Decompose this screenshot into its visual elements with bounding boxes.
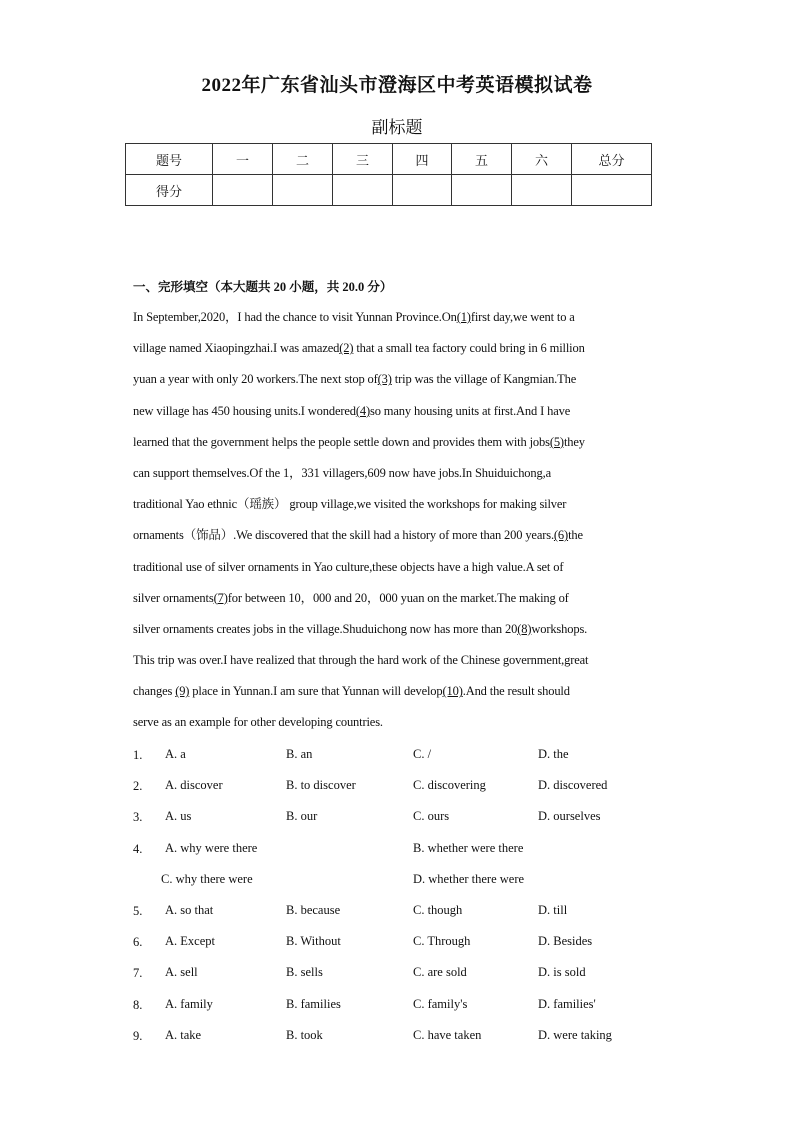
passage-line	[133, 676, 663, 707]
question-item	[133, 770, 663, 801]
passage-text: that a small tea factory could bring in 6 million	[353, 341, 585, 356]
question-number: 4.	[133, 841, 143, 856]
question-item	[133, 833, 663, 864]
passage-text: so many housing units at first.And I have	[370, 403, 571, 418]
question-list	[133, 739, 663, 1051]
score-table-score-row	[126, 175, 652, 206]
score-table-header-row	[126, 144, 652, 175]
option-b[interactable]: B. sells	[286, 965, 323, 980]
score-table	[125, 143, 652, 206]
question-number: 9.	[133, 1028, 143, 1043]
score-header-cell: 二	[273, 144, 333, 175]
score-cell[interactable]	[512, 175, 572, 206]
score-cell[interactable]	[393, 175, 452, 206]
option-c[interactable]: C. though	[413, 902, 463, 917]
option-a[interactable]: A. so that	[165, 902, 214, 917]
option-a[interactable]: A. us	[165, 809, 192, 824]
score-cell[interactable]	[572, 175, 652, 206]
option-c[interactable]: C. ours	[413, 809, 450, 824]
option-a[interactable]: A. take	[165, 1027, 202, 1042]
blank-marker[interactable]: (10)	[442, 684, 463, 699]
passage-text: village named Xiaopingzhai.I was amazed	[133, 341, 340, 356]
option-a[interactable]: A. a	[165, 747, 186, 761]
passage-text: learned that the government helps the people settle down and provides them with jobs	[133, 434, 550, 449]
passage-text: yuan a year with only 20 workers.The next stop of	[133, 372, 378, 387]
passage-text: for between 10，000 and 20，000 yuan on the market.The making of	[227, 590, 569, 605]
passage-line	[133, 333, 663, 364]
option-d[interactable]: D. the	[538, 747, 569, 761]
passage-text: silver ornaments creates jobs in the village.Shuduichong now has more than 20	[133, 621, 518, 636]
passage-line	[133, 489, 663, 520]
passage-text: changes	[133, 684, 176, 699]
passage-text: traditional use of silver ornaments in Yao culture,these objects have a high value.A set of	[133, 559, 564, 574]
option-d[interactable]: D. till	[538, 902, 568, 917]
option-c[interactable]: C. /	[413, 747, 432, 761]
blank-marker[interactable]: (4)	[355, 403, 371, 418]
passage-line	[133, 552, 663, 583]
passage-text: they	[563, 434, 585, 449]
option-b[interactable]: B. to discover	[286, 778, 356, 793]
score-header-cell: 总分	[572, 144, 652, 175]
option-b[interactable]: B. our	[286, 809, 318, 824]
passage-text: serve as an example for other developing countries.	[133, 715, 383, 730]
passage-text: traditional Yao ethnic（瑶族） group village,we visited the workshops for making silver	[133, 497, 567, 512]
blank-marker[interactable]: (7)	[213, 590, 228, 605]
question-number: 5.	[133, 903, 143, 918]
option-b[interactable]: B. Without	[286, 934, 341, 949]
question-item-continued	[133, 864, 663, 895]
score-header-cell: 五	[452, 144, 512, 175]
score-cell[interactable]	[213, 175, 273, 206]
option-d[interactable]: D. Besides	[538, 934, 593, 949]
passage-line	[133, 707, 663, 738]
passage-line	[133, 427, 663, 458]
blank-marker[interactable]: (2)	[339, 341, 354, 356]
option-c[interactable]: C. have taken	[413, 1027, 482, 1042]
passage-text: new village has 450 housing units.I wondered	[133, 403, 356, 418]
option-d[interactable]: D. families'	[538, 996, 596, 1011]
question-number: 6.	[133, 935, 143, 950]
option-a[interactable]: A. discover	[165, 778, 223, 793]
option-a[interactable]: A. why were there	[165, 840, 258, 855]
option-c[interactable]: C. discovering	[413, 778, 486, 793]
score-header-cell: 六	[512, 144, 572, 175]
score-row-label: 得分	[126, 175, 213, 206]
question-item	[133, 1020, 663, 1051]
option-d[interactable]: D. is sold	[538, 965, 586, 980]
question-item	[133, 926, 663, 957]
option-d[interactable]: D. were taking	[538, 1027, 612, 1042]
option-d[interactable]: D. discovered	[538, 778, 608, 793]
passage-line	[133, 302, 663, 333]
score-header-cell: 四	[393, 144, 452, 175]
option-b[interactable]: B. because	[286, 902, 341, 917]
option-b[interactable]: B. an	[286, 747, 313, 761]
blank-marker[interactable]: (9)	[175, 684, 190, 699]
option-a[interactable]: A. family	[165, 996, 213, 1011]
section-heading: 一、完形填空（本大题共 20 小题，共 20.0 分）	[133, 280, 393, 294]
option-a[interactable]: A. sell	[165, 965, 198, 980]
exam-title: 2022年广东省汕头市澄海区中考英语模拟试卷	[201, 75, 593, 96]
passage-line	[133, 520, 663, 551]
passage-text: .And the result should	[462, 684, 570, 699]
passage-text: silver ornaments	[133, 590, 214, 605]
option-d[interactable]: D. whether there were	[413, 871, 525, 886]
question-item	[133, 895, 663, 926]
cloze-passage	[133, 302, 663, 739]
passage-text: the	[568, 528, 583, 543]
passage-text: can support themselves.Of the 1，331 villagers,609 now have jobs.In Shuiduichong,a	[133, 465, 551, 480]
question-number: 7.	[133, 966, 143, 981]
passage-line	[133, 583, 663, 614]
blank-marker[interactable]: (6)	[553, 528, 569, 543]
score-cell[interactable]	[452, 175, 512, 206]
option-b[interactable]: B. whether were there	[413, 840, 524, 855]
option-a[interactable]: A. Except	[165, 934, 215, 949]
passage-text: place in Yunnan.I am sure that Yunnan will develop	[189, 684, 443, 699]
passage-line	[133, 458, 663, 489]
passage-text: This trip was over.I have realized that through the hard work of the Chinese government,great	[133, 653, 589, 668]
option-c[interactable]: C. why there were	[161, 871, 253, 886]
question-number: 1.	[133, 748, 143, 762]
question-item	[133, 801, 663, 832]
score-cell[interactable]	[333, 175, 393, 206]
blank-marker[interactable]: (1)	[456, 310, 471, 324]
score-header-cell: 一	[213, 144, 273, 175]
option-c[interactable]: C. Through	[413, 934, 471, 949]
blank-marker[interactable]: (3)	[377, 372, 392, 387]
question-item	[133, 989, 663, 1020]
passage-line	[133, 396, 663, 427]
score-header-cell: 题号	[126, 144, 213, 175]
option-c[interactable]: C. are sold	[413, 965, 467, 980]
option-d[interactable]: D. ourselves	[538, 809, 601, 824]
question-item	[133, 739, 663, 770]
question-item	[133, 957, 663, 988]
passage-line	[133, 645, 663, 676]
score-cell[interactable]	[273, 175, 333, 206]
passage-text: first day,we went to a	[470, 310, 575, 324]
passage-line	[133, 614, 663, 645]
blank-marker[interactable]: (5)	[549, 434, 564, 449]
passage-line	[133, 364, 663, 395]
option-c[interactable]: C. family's	[413, 996, 468, 1011]
question-number: 2.	[133, 779, 143, 794]
option-b[interactable]: B. families	[286, 996, 341, 1011]
exam-subtitle: 副标题	[371, 118, 423, 137]
option-b[interactable]: B. took	[286, 1027, 323, 1042]
score-header-cell: 三	[333, 144, 393, 175]
passage-text: trip was the village of Kangmian.The	[391, 372, 577, 387]
question-number: 3.	[133, 810, 143, 825]
question-number: 8.	[133, 997, 143, 1012]
passage-text: In September,2020，I had the chance to visit Yunnan Province.On	[133, 310, 457, 324]
blank-marker[interactable]: (8)	[517, 621, 532, 636]
passage-text: workshops.	[531, 621, 588, 636]
passage-text: ornaments（饰品）.We discovered that the skill had a history of more than 200 years.	[133, 528, 554, 543]
